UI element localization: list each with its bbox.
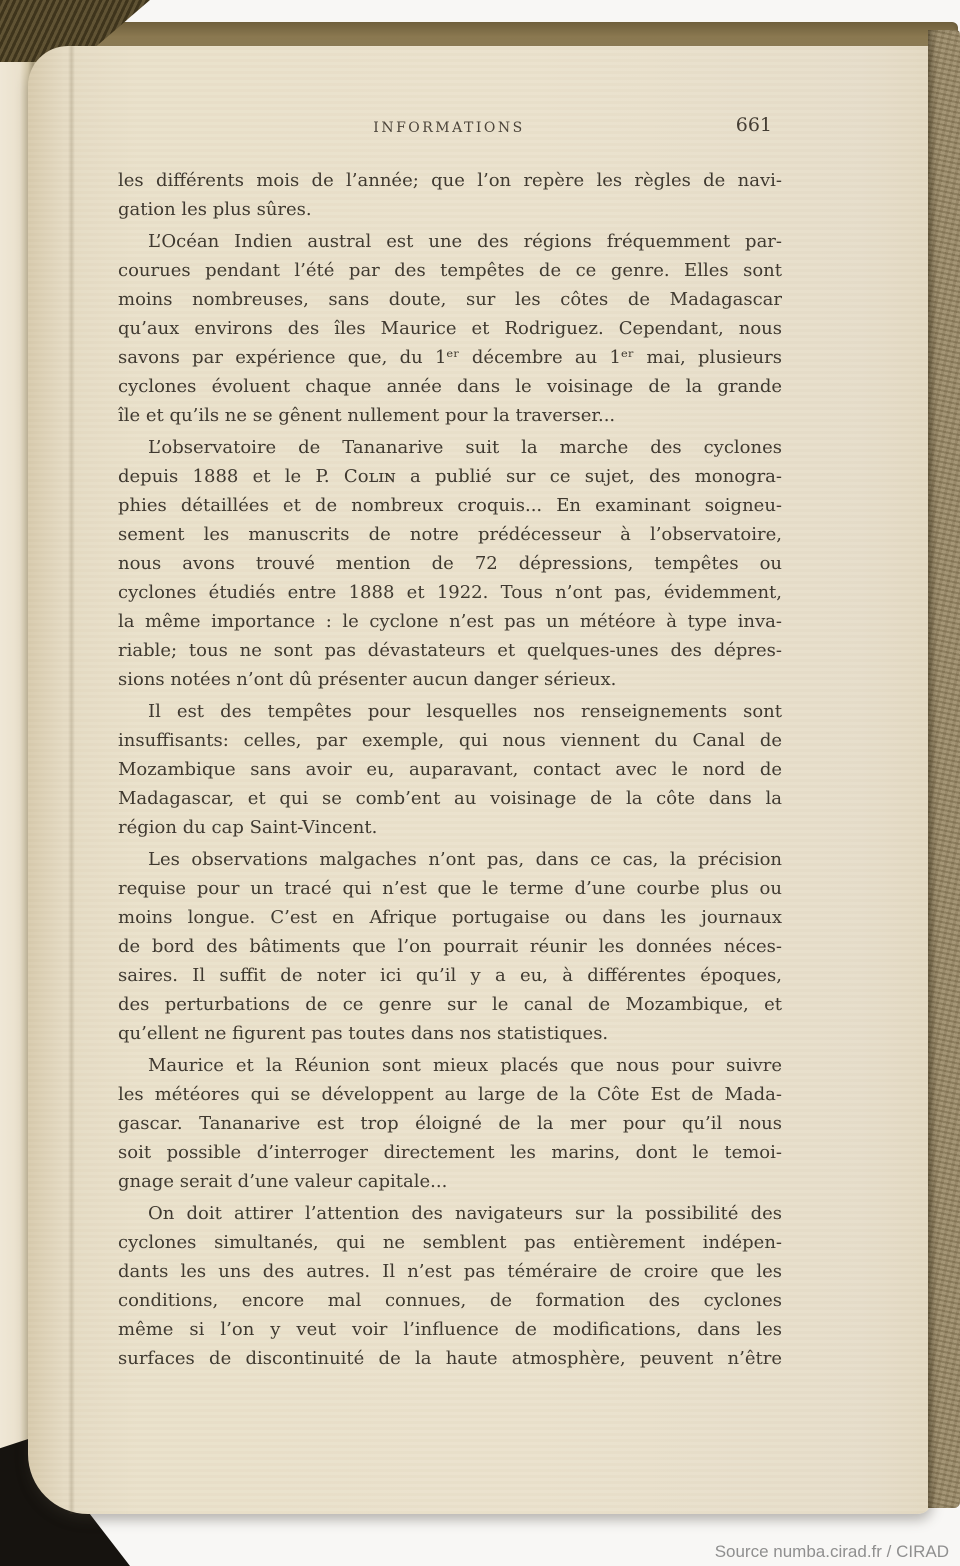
page-fore-edge xyxy=(928,30,960,1508)
text-line: requise pour un tracé qui n’est que le terme d’une courbe plus ou xyxy=(118,878,782,899)
source-attribution-text: Source numba.cirad.fr / CIRAD xyxy=(714,1542,949,1561)
text-line: cyclones étudiés entre 1888 et 1922. Tous n’ont pas, évidemment, xyxy=(118,582,782,603)
text-line: la même importance : le cyclone n’est pas un météore à type inva- xyxy=(118,611,782,632)
paragraph xyxy=(118,433,782,694)
text-line: gnage serait d’une valeur capitale... xyxy=(118,1171,448,1192)
text-line: gascar. Tananarive est trop éloigné de la mer pour qu’il nous xyxy=(118,1113,782,1134)
text-line: depuis 1888 et le P. Cᴏʟɪɴ a publié sur ce sujet, des monogra- xyxy=(118,466,782,487)
text-line: Madagascar, et qui se comb’ent au voisinage de la côte dans la xyxy=(118,788,782,809)
text-line: cyclones évoluent chaque année dans le voisinage de la grande xyxy=(118,376,782,397)
text-line: conditions, encore mal connues, de formation des cyclones xyxy=(118,1290,782,1311)
text-line: de bord des bâtiments que l’on pourrait réunir les données néces- xyxy=(118,936,782,957)
text-line: qu’aux environs des îles Maurice et Rodriguez. Cependant, nous xyxy=(118,318,782,339)
page-number: 661 xyxy=(735,114,772,136)
text-line: les différents mois de l’année; que l’on repère les règles de navi- xyxy=(118,170,782,191)
text-line: moins nombreuses, sans doute, sur les côtes de Madagascar xyxy=(118,289,782,310)
paragraph xyxy=(118,845,782,1048)
running-head-title: INFORMATIONS xyxy=(373,120,525,136)
source-attribution-bar xyxy=(0,1516,960,1566)
paragraph xyxy=(118,166,782,224)
page-content xyxy=(28,46,932,1376)
paragraph xyxy=(118,697,782,842)
text-line: L’observatoire de Tananarive suit la marche des cyclones xyxy=(148,437,782,458)
text-line: courues pendant l’été par des tempêtes de ce genre. Elles sont xyxy=(118,260,782,281)
text-line: sions notées n’ont dû présenter aucun danger sérieux. xyxy=(118,669,617,690)
text-line: soit possible d’interroger directement les marins, dont le temoi- xyxy=(118,1142,782,1163)
text-line: Maurice et la Réunion sont mieux placés que nous pour suivre xyxy=(148,1055,782,1076)
text-line: nous avons trouvé mention de 72 dépressions, tempêtes ou xyxy=(118,553,782,574)
running-head xyxy=(118,114,780,144)
text-line: insuffisants: celles, par exemple, qui nous viennent du Canal de xyxy=(118,730,782,751)
text-line: Les observations malgaches n’ont pas, dans ce cas, la précision xyxy=(148,849,782,870)
text-line: Mozambique sans avoir eu, auparavant, contact avec le nord de xyxy=(118,759,782,780)
text-line: surfaces de discontinuité de la haute atmosphère, peuvent n’être xyxy=(118,1348,782,1369)
text-line: dants les uns des autres. Il n’est pas téméraire de croire que les xyxy=(118,1261,782,1282)
paragraph xyxy=(118,227,782,430)
paragraph xyxy=(118,1199,782,1373)
book-page xyxy=(28,46,932,1514)
text-line: les météores qui se développent au large de la Côte Est de Mada- xyxy=(118,1084,782,1105)
text-line: qu’ellent ne figurent pas toutes dans nos statistiques. xyxy=(118,1023,609,1044)
text-line: riable; tous ne sont pas dévastateurs et quelques-unes des dépres- xyxy=(118,640,782,661)
paragraph xyxy=(118,1051,782,1196)
text-line: savons par expérience que, du 1ᵉʳ décembre au 1ᵉʳ mai, plusieurs xyxy=(118,347,782,368)
text-line: gation les plus sûres. xyxy=(118,199,312,220)
text-line: L’Océan Indien austral est une des régions fréquemment par- xyxy=(148,231,782,252)
text-line: même si l’on y veut voir l’influence de modifications, dans les xyxy=(118,1319,782,1340)
text-line: moins longue. C’est en Afrique portugaise ou dans les journaux xyxy=(118,907,782,928)
text-line: région du cap Saint-Vincent. xyxy=(118,817,378,838)
text-line: saires. Il suffit de noter ici qu’il y a eu, à différentes époques, xyxy=(118,965,782,986)
text-line: île et qu’ils ne se gênent nullement pour la traverser... xyxy=(118,405,616,426)
text-line: On doit attirer l’attention des navigateurs sur la possibilité des xyxy=(148,1203,782,1224)
text-line: sement les manuscrits de notre prédécesseur à l’observatoire, xyxy=(118,524,782,545)
text-line: des perturbations de ce genre sur le canal de Mozambique, et xyxy=(118,994,782,1015)
text-line: Il est des tempêtes pour lesquelles nos renseignements sont xyxy=(148,701,782,722)
page-text-block xyxy=(118,166,782,1373)
text-line: phies détaillées et de nombreux croquis... En examinant soigneu- xyxy=(118,495,782,516)
text-line: cyclones simultanés, qui ne semblent pas entièrement indépen- xyxy=(118,1232,782,1253)
